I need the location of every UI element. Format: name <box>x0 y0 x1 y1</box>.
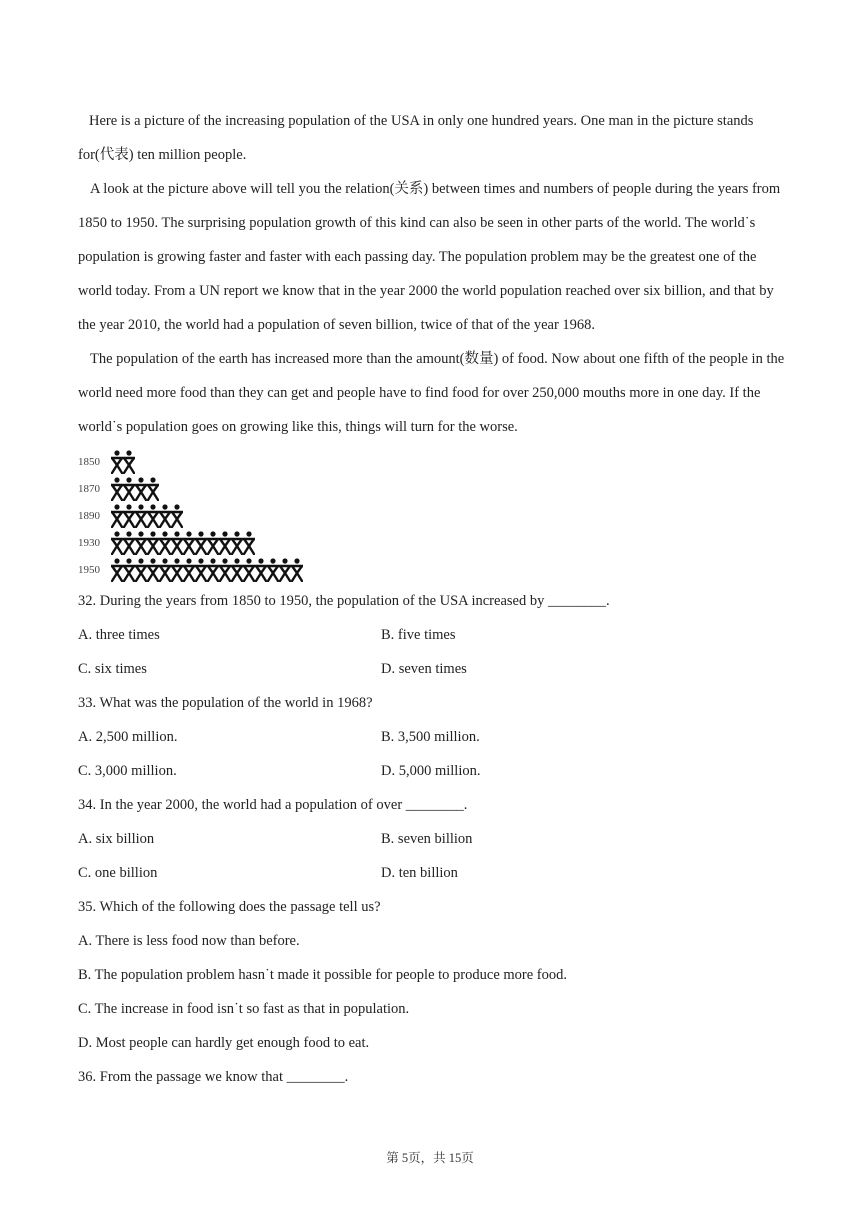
person-icon <box>111 450 123 474</box>
person-icon <box>207 558 219 582</box>
option-row <box>78 856 790 890</box>
answer-option[interactable]: D. seven times <box>381 661 467 677</box>
question-stem: 34. In the year 2000, the world had a population of over ________. <box>78 797 468 813</box>
person-icon <box>147 531 159 555</box>
option-row <box>78 720 790 754</box>
answer-option[interactable]: B. 3,500 million. <box>381 729 480 745</box>
pictogram-row <box>78 529 255 556</box>
pictogram-men <box>111 558 303 582</box>
person-icon <box>123 477 135 501</box>
person-icon <box>147 558 159 582</box>
pictogram-row <box>78 448 135 475</box>
pictogram-row <box>78 556 303 583</box>
answer-option[interactable]: D. 5,000 million. <box>381 763 481 779</box>
person-icon <box>207 531 219 555</box>
person-icon <box>231 558 243 582</box>
person-icon <box>243 558 255 582</box>
person-icon <box>243 531 255 555</box>
question-stem: 36. From the passage we know that ________. <box>78 1069 349 1085</box>
pictogram-row <box>78 502 183 529</box>
answer-option[interactable]: B. The population problem hasn˙t made it possible for people to produce more food. <box>78 967 567 983</box>
person-icon <box>111 558 123 582</box>
answer-option[interactable]: C. one billion <box>78 865 158 881</box>
person-icon <box>147 477 159 501</box>
pictogram-men <box>111 477 159 501</box>
person-icon <box>219 558 231 582</box>
answer-option[interactable]: B. seven billion <box>381 831 473 847</box>
person-icon <box>123 531 135 555</box>
answer-option[interactable]: A. six billion <box>78 831 155 847</box>
answer-option[interactable]: A. There is less food now than before. <box>78 933 300 949</box>
pictogram-year-label: 1890 <box>78 509 100 522</box>
questions-section <box>78 584 790 1094</box>
person-icon <box>267 558 279 582</box>
question-stem: 32. During the years from 1850 to 1950, the population of the USA increased by ________. <box>78 593 610 609</box>
pictogram-year-label: 1950 <box>78 563 100 576</box>
person-icon <box>183 558 195 582</box>
person-icon <box>135 477 147 501</box>
person-icon <box>255 558 267 582</box>
person-icon <box>219 531 231 555</box>
person-icon <box>159 531 171 555</box>
option-row <box>78 652 790 686</box>
answer-option[interactable]: A. three times <box>78 627 160 643</box>
person-icon <box>195 531 207 555</box>
exam-page <box>78 104 790 1094</box>
option-row <box>78 618 790 652</box>
person-icon <box>123 558 135 582</box>
person-icon <box>123 450 135 474</box>
pictogram-year-label: 1850 <box>78 455 100 468</box>
person-icon <box>135 504 147 528</box>
option-row <box>78 958 790 992</box>
person-icon <box>135 531 147 555</box>
answer-option[interactable]: B. five times <box>381 627 456 643</box>
person-icon <box>183 531 195 555</box>
person-icon <box>159 504 171 528</box>
answer-option[interactable]: D. Most people can hardly get enough food to eat. <box>78 1035 370 1051</box>
person-icon <box>279 558 291 582</box>
answer-option[interactable]: A. 2,500 million. <box>78 729 178 745</box>
population-pictogram <box>78 448 790 584</box>
person-icon <box>111 504 123 528</box>
person-icon <box>195 558 207 582</box>
question-stem: 33. What was the population of the world in 1968? <box>78 695 373 711</box>
answer-option[interactable]: C. The increase in food isn˙t so fast as that in population. <box>78 1001 410 1017</box>
answer-option[interactable]: C. six times <box>78 661 147 677</box>
person-icon <box>135 558 147 582</box>
person-icon <box>111 531 123 555</box>
person-icon <box>123 504 135 528</box>
person-icon <box>171 504 183 528</box>
person-icon <box>111 477 123 501</box>
passage-paragraph-1: Here is a picture of the increasing population of the USA in only one hundred years. One man in the picture stands for(代表) ten million people. <box>78 113 754 163</box>
page-footer: 第 5页，共 15页 <box>386 1151 474 1165</box>
person-icon <box>231 531 243 555</box>
person-icon <box>147 504 159 528</box>
answer-option[interactable]: C. 3,000 million. <box>78 763 177 779</box>
pictogram-year-label: 1930 <box>78 536 100 549</box>
option-row <box>78 992 790 1026</box>
person-icon <box>291 558 303 582</box>
pictogram-row <box>78 475 159 502</box>
question-stem: 35. Which of the following does the passage tell us? <box>78 899 381 915</box>
answer-option[interactable]: D. ten billion <box>381 865 458 881</box>
passage-paragraph-2: A look at the picture above will tell you the relation(关系) between times and numbers of people during the years from 1850 to 1950. The surprising population growth of this kind can also be seen in other parts of the world. The world˙s population is growing faster and faster with each passing day. The population problem may be the greatest one of the world today. From a UN report we know that in the year 2000 the world population reached over six billion, and that by the year 2010, the world had a population of seven billion, twice of that of the year 1968. <box>78 181 781 333</box>
option-row <box>78 822 790 856</box>
option-row <box>78 754 790 788</box>
pictogram-men <box>111 504 183 528</box>
pictogram-men <box>111 450 135 474</box>
person-icon <box>159 558 171 582</box>
option-row <box>78 924 790 958</box>
person-icon <box>171 531 183 555</box>
person-icon <box>171 558 183 582</box>
pictogram-year-label: 1870 <box>78 482 100 495</box>
option-row <box>78 1026 790 1060</box>
pictogram-men <box>111 531 255 555</box>
passage-paragraph-3: The population of the earth has increased more than the amount(数量) of food. Now about one fifth of the people in the world need more food than they can get and people have to find food for over 250,000 mouths more in one day. If the world˙s population goes on growing like this, things will turn for the worse. <box>78 351 785 435</box>
